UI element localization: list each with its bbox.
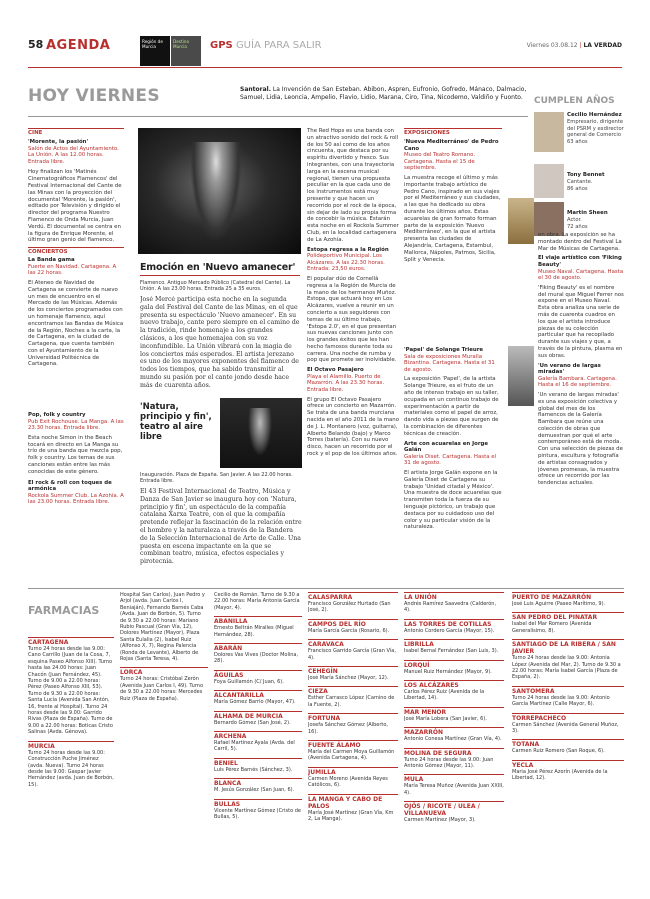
- verano-title: 'Un verano de largas miradas': [538, 362, 601, 376]
- region-logo: [140, 36, 170, 66]
- emocion-body: José Mercé participa esta noche en la segunda gala del Festival del Cante de las Minas, en el que presenta su espectáculo 'Nuevo amanecer'. En su nuevo trabajo, cante pero siempre en el camino de la tradición, rinde homenaje a los grandes clásicos, a los que homenajea con su voz inconfundible. La Unión vibrará con la magia de los conciertos más esperados. El artista jerezano es uno de los mayores exponentes del flamenco de todos los tiempos, que ha sabido transmitir al mundo su pasión por el cante jondo desde hace más de cuarenta años.: [140, 296, 300, 389]
- farmacia-text: María Gómez Barrio (Mayor, 47).: [214, 699, 296, 706]
- cumple-item-1: [534, 110, 624, 158]
- exposiciones-column: [404, 128, 502, 343]
- expo-3-venue: Galería Diset. Cartagena. Hasta el 31 de agosto.: [404, 453, 497, 467]
- farmacia-town: CAMPOS DEL RÍO: [308, 619, 398, 628]
- expo-3-title: Arte con acuarelas en Jorge Galán: [404, 440, 488, 454]
- person-name: Tony Bennet: [567, 172, 605, 178]
- concierto-2-title: Pop, folk y country: [28, 412, 86, 418]
- farmacia-town: SANTOMERA: [512, 686, 624, 695]
- viaje-title: El viaje artístico con 'Fiking Beauty': [538, 255, 622, 268]
- farmacia-town: SANTIAGO DE LA RIBERA / SAN JAVIER: [512, 639, 624, 655]
- viaje-body: 'Fiking Beauty' es el nombre del mural que Miguel Ferrer nos expone en el Museo Naval. Esta obra analiza una serie de más de cuarenta cuadros en los que el artista introduce piezas de su colección particular que ha recopilado durante sus viajes y que, a través de la pintura, plasma en sus obras.: [538, 284, 624, 359]
- farmacia-text: José Luis Aguirre (Paseo Marítimo, 9).: [512, 601, 606, 607]
- farmacia-town: ABANILLA: [214, 616, 302, 625]
- cine-venue: Salón de Actos del Ayuntamiento. La Unión. A las 12.00 horas. Entrada libre.: [28, 145, 119, 165]
- farmacia-town: FORTUNA: [308, 713, 398, 722]
- farmacia-town: MOLINA DE SEGURA: [404, 748, 504, 757]
- person-desc: Cantante.: [567, 178, 593, 185]
- photo-pedro-cano: [508, 198, 534, 244]
- farmacia-text: Isabel del Mar Romero (Avenida Generalísimo, 8).: [512, 621, 592, 634]
- farmacia-town: BULLAS: [214, 799, 302, 808]
- expo-2-body: La exposición 'Papel', de la artista Solange Trieure, es el fruto de un año de intenso trabajo en su taller, ocupada en un continuo trabajo de experimentación a partir de materiales como el papel de arroz, dando vida a piezas que surgen de la combinación de diferentes técnicas de creación.: [404, 376, 499, 437]
- concierto-1-title: La Banda gama: [28, 257, 75, 264]
- farmacia-text: Turno 24 horas: Cristóbal Zerón (Avenida Juan Carlos I, 49). Turno de 9.30 a 22.00 horas: Mercedes Ruiz (Plaza de España).: [120, 676, 204, 702]
- farmacia-text: Isabel Bernal Fernández (San Luis, 3).: [404, 648, 499, 655]
- person-desc: Empresario, dirigente del PSRM y exdirector general de Comercio: [567, 118, 624, 139]
- cumple-box: [534, 96, 624, 242]
- farmacia-text: José María Lobera (San Javier, 6).: [404, 715, 487, 722]
- concierto-3-venue: Rockola Summer Club. La Azohía. A las 23.00 horas. Entrada libre.: [28, 492, 124, 506]
- farmacia-text: Turno 24 horas desde las 9.00: Juan Antonio Gómez (Mayor, 11).: [404, 756, 494, 770]
- farmacia-text: Josefa Sánchez Gómez (Alberto, 16).: [308, 722, 389, 735]
- region-logo-text: Región de Murcia: [142, 39, 163, 49]
- person-name: Martin Sheen: [567, 210, 608, 216]
- farmacia-text: María Teresa Muñoz (Avenida Juan XXIII, 4).: [404, 783, 504, 796]
- farmacia-town: MURCIA: [28, 741, 114, 750]
- gps-label: GPS: [210, 40, 233, 51]
- left-column-lower: [28, 412, 124, 582]
- farmacias-title: FARMACIAS: [28, 604, 100, 617]
- person-age: 63 años: [567, 139, 588, 146]
- farmacias-col-1: [28, 637, 114, 887]
- farmacia-text: Antonio Cordero García (Mayor, 15).: [404, 627, 495, 634]
- destino-logo: [171, 36, 201, 66]
- farmacia-town: CIEZA: [308, 686, 398, 695]
- farmacia-town: YECLA: [512, 760, 624, 769]
- farmacia-text: Carmen Moreno (Avenida Reyes Católicos, 6).: [308, 775, 388, 789]
- performer-figure: [190, 142, 242, 242]
- farmacias-rule: [28, 588, 624, 589]
- farmacia-text: Turno 24 horas desde las 9.00: Antonia López (Avenida del Mar, 2). Turno de 9.30 a 22.00 horas: María Isabel García (Plaza de España, 2).: [512, 655, 621, 681]
- farmacia-text: Dolores Vas Vives (Doctor Molina, 28).: [214, 652, 299, 665]
- farmacia-text: Francisco Garrido García (Gran Vía, 4).: [308, 648, 396, 661]
- concierto-1-venue: Fuerte en Navidad. Cartagena. A las 22 horas.: [28, 263, 117, 277]
- farmacia-text: Carmen Ruiz Romero (San Roque, 6).: [512, 748, 605, 755]
- farmacia-town: ABARÁN: [214, 643, 302, 652]
- farmacia-text: Andrés Ramírez Saavedra (Calderón, 4).: [404, 601, 497, 614]
- cine-body: Hoy finalizan los 'Matinés Cinematográficos Flamencos' del Festival Internacional del Cante de las Minas con la proyección del documental 'Morente, la pasión', editado por Televisión y dirigido el director del programa Nuestro Flamenco de Onda Murcia, Juan Verdú. El documental se centra en la figura de Enrique Morente, el último gran genio del flamenco.: [28, 169, 122, 244]
- farmacia-text: Turno 24 horas desde las 9.00: Antonio García Martínez (Calle Mayor, 6).: [512, 694, 610, 708]
- estopa-venue: Polideportivo Municipal. Los Alcázares. A las 22.30 horas. Entrada: 23,50 euros.: [307, 253, 385, 273]
- farmacia-text: Luis Pérez Barnés (Sánchez, 3).: [214, 766, 293, 773]
- expo-2-title: 'Papel' de Solange Trieure: [404, 347, 484, 353]
- right-p1: en obra. La exposición se ha montado dentro del Festival La Mar de Músicas de Cartagena.: [538, 232, 622, 252]
- farmacia-town: ALCANTARILLA: [214, 690, 302, 699]
- person-photo: [534, 112, 564, 152]
- header-rule: [28, 67, 622, 68]
- santoral: [240, 86, 530, 102]
- farmacia-town: LA UNIÓN: [404, 592, 504, 601]
- farmacia-text: Hospital San Carlos), Juan Pedro y Arjol (avda. Juan Carlos I, Beniaján), Fernando Barnés Caba (Avda. Juan de Borbón, 5). Turno de 9.30 a 22.00 horas: Mariano Rubio Pascual (Gran Vía, 12), Dolores Martínez (Mayor), Plaza Santa Eulalia (2), Isabel Ruiz (Alfonso X, 7), Regina Palencia (Ronda de Levante), Alberto de Rojas (Santa Teresa, 4).: [120, 592, 205, 663]
- octavo-title: El Octavo Pasajero: [307, 367, 364, 374]
- farmacia-text: M. Jesús González (San Juan, 6).: [214, 787, 295, 794]
- farmacia-text: María García García (Rosario, 6).: [308, 627, 390, 634]
- farmacia-town: LORQUÍ: [404, 660, 504, 669]
- emocion-title: Emoción en 'Nuevo amanecer': [140, 262, 296, 273]
- farmacia-town: LORCA: [120, 667, 208, 676]
- photo-natura: [220, 398, 302, 468]
- farmacia-text: Esther Carrasco López (Camino de la Fuente, 2).: [308, 695, 395, 708]
- expo-1-venue: Museo del Teatro Romano. Cartagena. Hasta el 15 de septiembre.: [404, 152, 476, 172]
- gps-title: [210, 40, 322, 51]
- cumple-title: CUMPLEN AÑOS: [534, 96, 615, 106]
- expo-1-body: La muestra recoge el último y más importante trabajo artístico de Pedro Cano, inspirado en sus viajes por el Mediterráneo y sus ciudades, a las que ha dedicado su obra durante los últimos años. Estas acuarelas de gran formato forman parte de la exposición 'Nuevo Mediterráneo', en la que el artista presenta las ciudades de Alejandría, Cartagena, Estambul, Mallorca, Nápoles, Patmos, Sicilia, Split y Venecia.: [404, 174, 501, 263]
- farmacia-text: Manuel Ruiz Hernández (Mayor, 9).: [404, 668, 492, 675]
- cine-title: 'Morente, la pasión': [28, 139, 89, 145]
- farmacia-text: Bernardo Gómez (San José, 2).: [214, 719, 291, 726]
- farmacia-text: Antonio Conesa Martínez (Gran Vía, 4).: [404, 736, 502, 743]
- photo-jose-merce: [138, 128, 301, 254]
- page-header: [28, 36, 622, 66]
- farmacias-col-6: [512, 592, 624, 887]
- farmacia-town: SAN PEDRO DEL PINATAR: [512, 612, 624, 621]
- farmacia-town: JUMILLA: [308, 767, 398, 776]
- santoral-label: Santoral.: [240, 86, 271, 93]
- person-photo: [534, 202, 564, 236]
- cumple-item-2: [534, 164, 624, 200]
- farmacia-town: LOS ALCÁZARES: [404, 680, 504, 689]
- farmacias-col-3: [214, 592, 302, 887]
- natura-title: 'Natura, principio y fin', teatro al aire libre: [140, 402, 212, 442]
- farmacia-text: José María Sánchez (Mayor, 12).: [308, 675, 389, 682]
- natura-body: El 43 Festival Internacional de Teatro, Música y Danza de San Javier se inaugura hoy con 'Natura, principio y fin', un espectáculo de la compañía catalana Xarxa Teatre, con el que la compañía pretende reflejar la fascinación de la relación entre el hombre y la naturaleza a través de la Bandera de la Selección Internacional de Arte de Calle. Una puesta en escena impactante en la que se combinan teatro, música, efectos especiales y pirotecnia.: [140, 488, 302, 566]
- expo-3-body: El artista Jorge Galán expone en la Galería Diset de Cartagena su trabajo 'Unidad citadal y México'. Una muestra de doce acuarelas que transmiten toda la fuerza de su lenguaje pictórico, un trabajo que destaca por su cuidadoso uso del color y su particular visión de la naturaleza.: [404, 469, 502, 531]
- farmacia-text: Turno 24 horas desde las 9.00: Construcción Puche Jiménez (avda. Nueva). Turno 24 horas desde las 9.00: Gaspar Javier Hernández (avda. Juan de Borbón, 15).: [28, 749, 114, 788]
- expo-2-venue: Sala de exposiciones Muralla Bizantina. Cartagena. Hasta el 31 de agosto.: [404, 353, 495, 373]
- farmacia-text: Carmen Sánchez (Avenida General Muñoz, 3).: [512, 721, 619, 735]
- farmacia-town: ALHAMA DE MURCIA: [214, 711, 302, 720]
- viaje-venue: Museo Naval. Cartagena. Hasta el 30 de agosto.: [538, 268, 624, 282]
- farmacia-town: ARCHENA: [214, 731, 302, 740]
- farmacia-town: BENIEL: [214, 758, 302, 767]
- concierto-2-venue: Pub Exit Rochouse. La Manga. A las 23.30 horas. Entrada libre.: [28, 418, 124, 432]
- gps-sub: GUÍA PARA SALIR: [235, 40, 322, 51]
- farmacias-col-2: [120, 592, 208, 887]
- farmacia-town: LA MANGA Y CABO DE PALOS: [308, 794, 398, 810]
- farmacia-town: LIBRILLA: [404, 639, 504, 648]
- cine-label: CINE: [28, 128, 124, 136]
- conciertos-label: CONCIERTOS: [28, 247, 124, 255]
- farmacia-town: LAS TORRES DE COTILLAS: [404, 619, 504, 628]
- farmacia-town: CARAVACA: [308, 639, 398, 648]
- farmacias-col-5: [404, 592, 504, 887]
- farmacia-text: Cecilio de Román. Turno de 9.30 a 22.00 horas: María Antonia García (Mayor, 4).: [214, 592, 300, 611]
- farmacia-town: MULA: [404, 774, 504, 783]
- person-name: Cecilio Hernández: [567, 112, 622, 118]
- destino-logo-text: Destino Murcia: [173, 39, 190, 49]
- hoy-title: HOY VIERNES: [28, 86, 160, 106]
- right-column: [538, 232, 624, 582]
- acrobat-figure: [248, 408, 272, 456]
- person-desc: Actor.: [567, 216, 582, 223]
- emocion-rule: [140, 275, 300, 276]
- farmacia-town: ÁGUILAS: [214, 670, 302, 679]
- farmacia-town: BLANCA: [214, 778, 302, 787]
- page-number: 58: [28, 38, 44, 51]
- farmacia-text: Maria José Pérez Azorín (Avenida de la Libertad, 12).: [512, 768, 608, 782]
- farmacia-town: TOTANA: [512, 739, 624, 748]
- natura-venue: Inauguración. Plaza de España. San Javier. A las 22.00 horas. Entrada libre.: [140, 472, 293, 485]
- farmacia-town: CEHEGÍN: [308, 666, 398, 675]
- person-age: 72 años: [567, 223, 588, 230]
- person-photo: [534, 164, 564, 198]
- farmacia-text: Turno 24 horas desde las 9.00: Cano Carrillo (Juan de la Cosa, 7, esquina Paseo Alfonso XIII). Turno hasta las 24.00 horas: Juan Chacón (Juan Fernández, 45). Turno de 9.00 a 22.00 horas: Pérez (Paseo Alfonso XIII, 53). Turno de 9.30 a 22.00 horas: Santa Lucía (Avenida San Antón, 16, frente al Hospital). Turno 24 horas desde las 9.00: Garrido Rivas (Plaza de España). Turno de 9.00 a 22.00 horas: Boticas Cristo Salinas (Avda. Génova).: [28, 646, 113, 736]
- farmacia-town: CALASPARRA: [308, 592, 398, 601]
- verano-body: 'Un verano de largas miradas' es una exposición colectiva y global del mes de los flamencos de la Galería Bambara que reúne una colección de obras que demuestran por qué el arte contemporáneo está de moda. Con una selección de piezas de pintura, escultura y fotografía de artistas consagrados y jóvenes promesas, la muestra ofrece un recorrido por las tendencias actuales.: [538, 391, 623, 487]
- person-age: 86 años: [567, 185, 588, 192]
- exposiciones-label: EXPOSICIONES: [404, 128, 502, 136]
- farmacia-text: Vicente Martínez Gómez (Cristo de Bullas, 5).: [214, 807, 302, 821]
- hoy-rule: [28, 116, 528, 117]
- concierto-3-title: El rock & roll con toques de armónica: [28, 479, 112, 493]
- farmacia-text: María José Martínez (Gran Vía, Km 2, La Manga).: [308, 809, 394, 823]
- header-divider: |: [579, 42, 582, 49]
- date-text: Viernes 03.08.12: [526, 42, 578, 49]
- farmacia-town: FUENTE ÁLAMO: [308, 740, 398, 749]
- verano-venue: Galería Bambara. Cartagena. Hasta el 16 de septiembre.: [538, 375, 617, 389]
- estopa-body: El popular dúo de Cornellà regresa a la Región de Murcia de la mano de los hermanos Muñoz. Estopa, que actuará hoy en Los Alcázares, vuelve a reunir en un concierto a sus seguidores con temas de su último trabajo, 'Estopa 2.0', en el que presentan sus nuevas canciones junto con los grandes éxitos que les han hecho famosos durante toda su carrera. Una noche de rumba y pop que promete ser inolvidable.: [307, 275, 397, 364]
- expo-1-title: 'Nueva Mediterráneo' de Pedro Cano: [404, 139, 499, 152]
- estopa-title: Estopa regresa a la Región: [307, 246, 389, 253]
- farmacia-text: Foya Guillamón (C/ Juan, 6).: [214, 678, 284, 685]
- farmacia-town: OJÓS / RICOTE / ULEA / VILLANUEVA: [404, 801, 504, 817]
- middle-column: [307, 128, 399, 583]
- section-title: AGENDA: [46, 38, 111, 53]
- emocion-venue: Flamenco. Antiguo Mercado Público (Catedral del Cante). La Unión. A las 23.00 horas. Entrada 25 a 35 euros.: [140, 280, 291, 293]
- photo-solange: [508, 346, 534, 406]
- redhops-body: The Red Hops es una banda con un atractivo sonido del rock & roll de los 50 así como de los años cincuenta, que destaca por su espíritu divertido y fresco. Sus integrantes, con una trayectoria larga en la escena musical regional, tienen una propuesta peculiar en la que cada uno de los instrumentos está muy presente y que hacen un recorrido por el rock de la época, sin dejar de lado su propia forma de concebir la música. Estarán esta noche en el Rockola Summer Club, en la localidad cartagenera de La Azohía.: [307, 128, 399, 243]
- farmacia-town: CARTAGENA: [28, 637, 114, 646]
- octavo-venue: Playa el Alamillo. Puerto de Mazarrón. A las 23.30 horas. Entrada libre.: [307, 373, 385, 394]
- santoral-text: La Invención de San Esteban. Abibon, Aspren, Eufronio, Gofredo, Mánaco, Dalmacio, Samuel, Lidia, Leoncia, Ampelio, Flavio, Lidio, Marana, Ciro, Tina, Nicodemo, Valdiño y Fuonto.: [240, 86, 527, 101]
- farmacia-town: TORREPACHECO: [512, 713, 624, 722]
- concierto-2-body: Esta noche Simon in the Beach tocará en directo en La Manga su trío de una banda que mezcla pop, folk y country. Los temas de sus canciones están entre las más conocidas de este género.: [28, 434, 123, 475]
- farmacia-text: Rafael Martínez Ayala (Avda. del Carril, 5).: [214, 740, 295, 753]
- octavo-body: El grupo El Octavo Pasajero ofrece un concierto en Mazarrón. Se trata de una banda murciana nacida en el año 2011 de la mano de J. L. Montanero (voz, guitarra), Alberto Belando (bajo) y Marco Torres (batería). Con su nuevo disco, hacen un recorrido por el rock y el pop de los últimos años.: [307, 396, 399, 458]
- farmacia-text: Carmen Martínez (Mayor, 3).: [404, 817, 476, 824]
- farmacia-text: Ernesto Beltrán Miralles (Miguel Hernández, 28).: [214, 625, 294, 638]
- concierto-1-body: El Ateneo de Navidad de Cartagena se convierte de nuevo un mes de encuentro en el Mercado de las Músicas. Además de los conciertos programados con un homenaje flamenco, aquí encontramos las Bandas de Música de la Región, Noches a la carta, la de Cartagena, en la ciudad de Cartagena, que cuenta también con el Ayuntamiento de la Universidad Politécnica de Cartagena.: [28, 279, 124, 368]
- farmacia-text: María del Carmen Moya Guillamón (Avenida Cartagena, 4).: [308, 749, 395, 762]
- farmacia-text: Francisco González Hurtado (San José, 2).: [308, 601, 391, 614]
- farmacia-town: PUERTO DE MAZARRÓN: [512, 592, 624, 601]
- farmacia-town: MAR MENOR: [404, 707, 504, 716]
- farmacias-col-4: [308, 592, 398, 887]
- farmacia-text: Carlos Pérez Ruiz (Avenida de la Libertad, 14).: [404, 689, 485, 702]
- header-date: [527, 42, 622, 49]
- paper-name: LA VERDAD: [583, 42, 622, 49]
- exposiciones-column-2: [404, 347, 502, 583]
- farmacia-town: MAZARRÓN: [404, 727, 504, 736]
